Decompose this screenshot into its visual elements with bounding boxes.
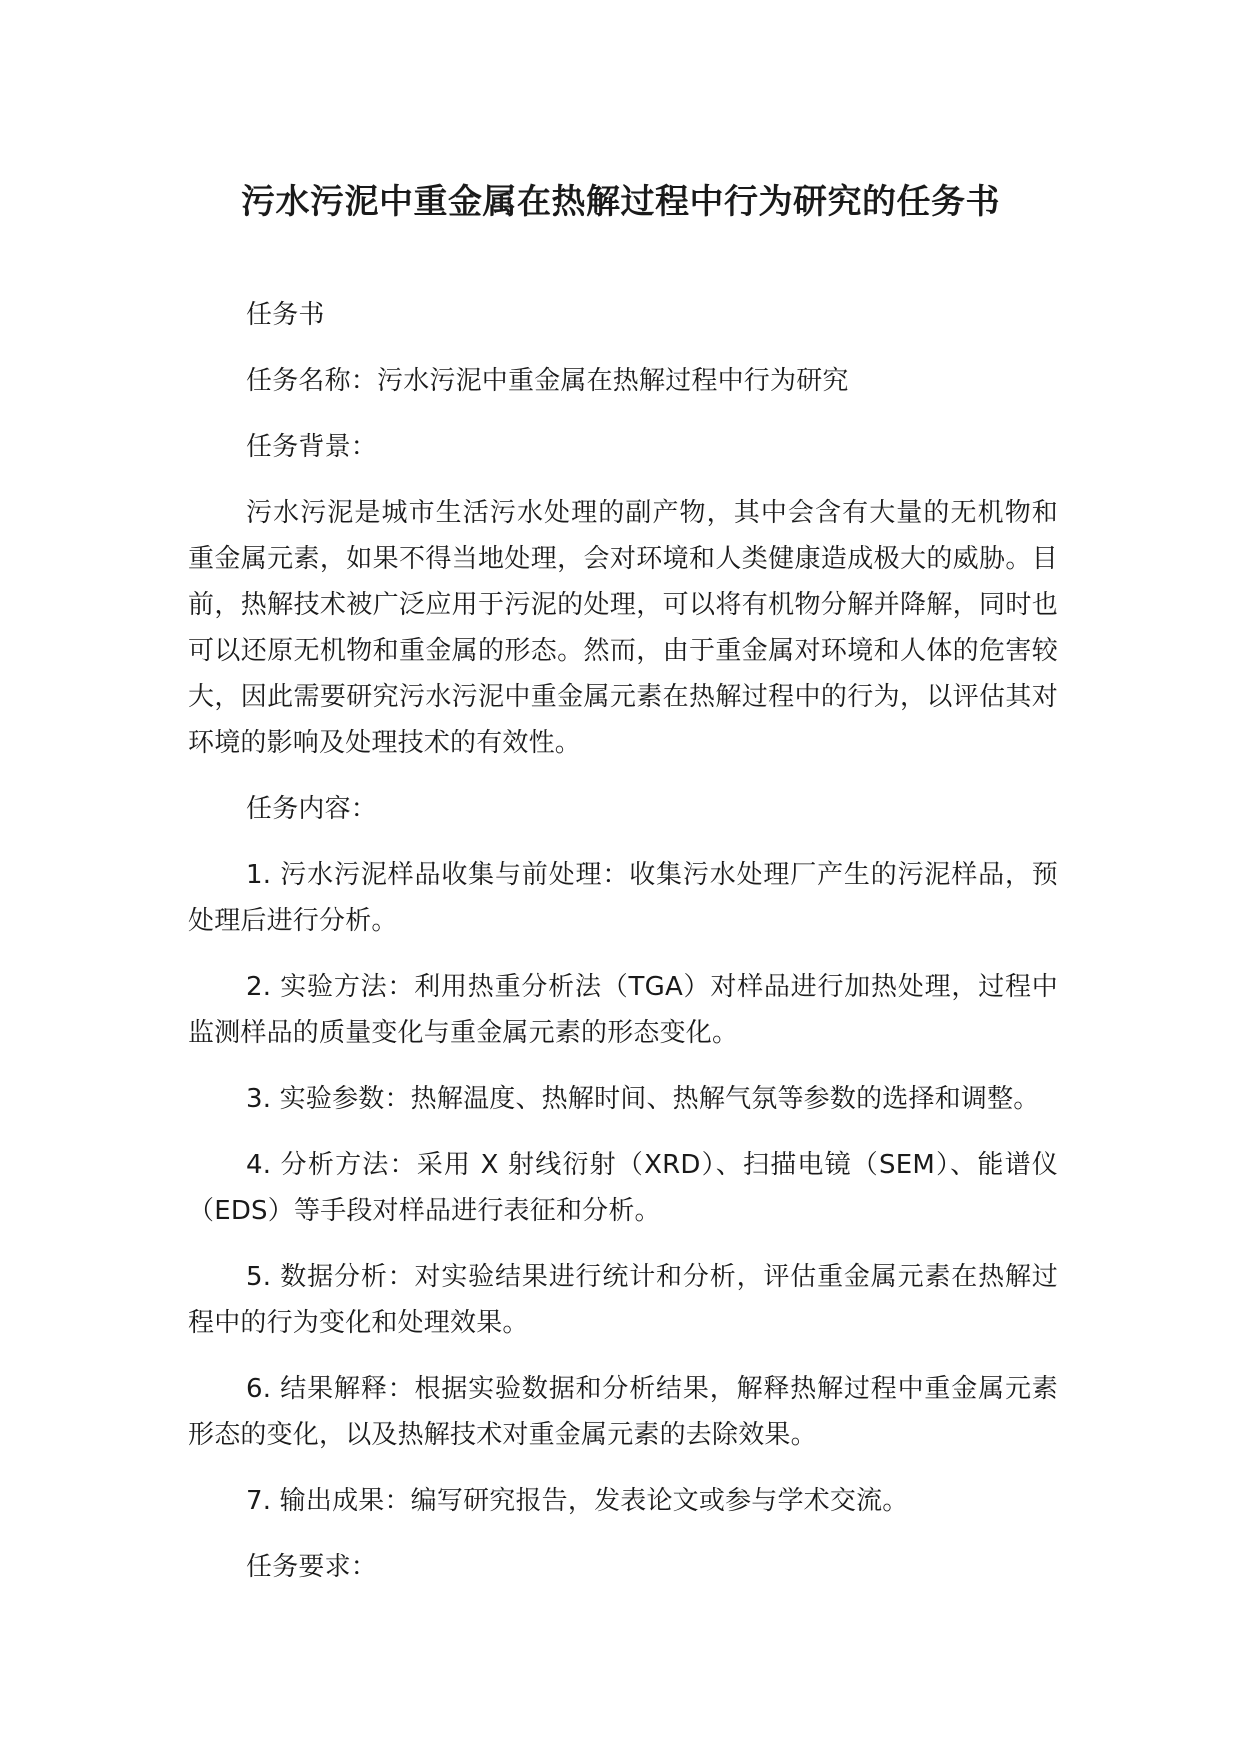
paragraph-heading-content: 任务内容：	[246, 794, 378, 824]
list-item-7: 7. 输出成果：编写研究报告，发表论文或参与学术交流。	[246, 1486, 909, 1516]
document-body	[188, 292, 1058, 1610]
list-item-4: 4. 分析方法：采用 X 射线衍射（XRD）、扫描电镜（SEM）、能谱仪（EDS）等手段对样品进行表征和分析。	[188, 1150, 1058, 1226]
paragraph-heading-background: 任务背景：	[246, 432, 378, 462]
list-item-6: 6. 结果解释：根据实验数据和分析结果，解释热解过程中重金属元素形态的变化，以及热解技术对重金属元素的去除效果。	[188, 1374, 1058, 1450]
document-title: 污水污泥中重金属在热解过程中行为研究的任务书	[241, 182, 1000, 222]
paragraph-heading-requirements: 任务要求：	[246, 1552, 378, 1582]
paragraph-task-name: 任务名称：污水污泥中重金属在热解过程中行为研究	[246, 366, 849, 396]
list-item-2: 2. 实验方法：利用热重分析法（TGA）对样品进行加热处理，过程中监测样品的质量变化与重金属元素的形态变化。	[188, 972, 1058, 1048]
list-item-1: 1. 污水污泥样品收集与前处理：收集污水处理厂产生的污泥样品，预处理后进行分析。	[188, 860, 1058, 936]
list-item-3: 3. 实验参数：热解温度、热解时间、热解气氛等参数的选择和调整。	[246, 1084, 1040, 1114]
paragraph-heading-task-book: 任务书	[246, 300, 325, 330]
paragraph-background: 污水污泥是城市生活污水处理的副产物，其中会含有大量的无机物和重金属元素，如果不得当地处理，会对环境和人类健康造成极大的威胁。目前，热解技术被广泛应用于污泥的处理，可以将有机物分解并降解，同时也可以还原无机物和重金属的形态。然而，由于重金属对环境和人体的危害较大，因此需要研究污水污泥中重金属元素在热解过程中的行为，以评估其对环境的影响及处理技术的有效性。	[188, 498, 1058, 758]
list-item-5: 5. 数据分析：对实验结果进行统计和分析，评估重金属元素在热解过程中的行为变化和处理效果。	[188, 1262, 1058, 1338]
